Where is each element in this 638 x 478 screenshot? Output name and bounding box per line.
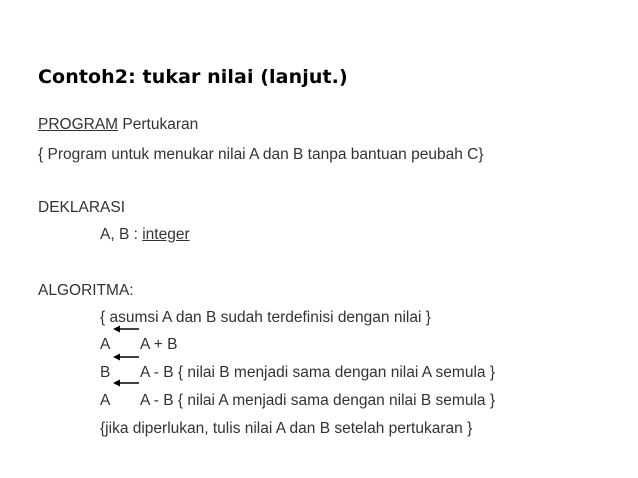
- program-line: [38, 116, 198, 134]
- program-name: Pertukaran: [118, 116, 199, 133]
- step-1-target: A: [100, 336, 111, 353]
- program-comment: { Program untuk menukar nilai A dan B tanpa bantuan peubah C}: [38, 146, 484, 163]
- assign-arrow-icon: [113, 324, 139, 334]
- algoritma-note: {jika diperlukan, tulis nilai A dan B setelah pertukaran }: [100, 420, 473, 437]
- algoritma-heading: ALGORITMA:: [38, 282, 134, 299]
- step-3-expression: A - B { nilai A menjadi sama dengan nilai B semula }: [140, 392, 495, 409]
- deklarasi-variables: [100, 226, 190, 244]
- step-2-target: B: [100, 364, 111, 381]
- slide-title: Contoh2: tukar nilai (lanjut.): [38, 66, 348, 88]
- assign-arrow-icon: [113, 378, 139, 388]
- algoritma-assumption: { asumsi A dan B sudah terdefinisi dengan nilai }: [100, 309, 431, 326]
- program-keyword: PROGRAM: [38, 116, 119, 133]
- variable-type: integer: [142, 226, 190, 243]
- variable-names: A, B :: [100, 226, 143, 243]
- step-3-target: A: [100, 392, 111, 409]
- deklarasi-heading: DEKLARASI: [38, 199, 126, 216]
- assign-arrow-icon: [113, 352, 139, 362]
- step-1-expression: A + B: [140, 336, 178, 353]
- step-2-expression: A - B { nilai B menjadi sama dengan nilai A semula }: [140, 364, 495, 381]
